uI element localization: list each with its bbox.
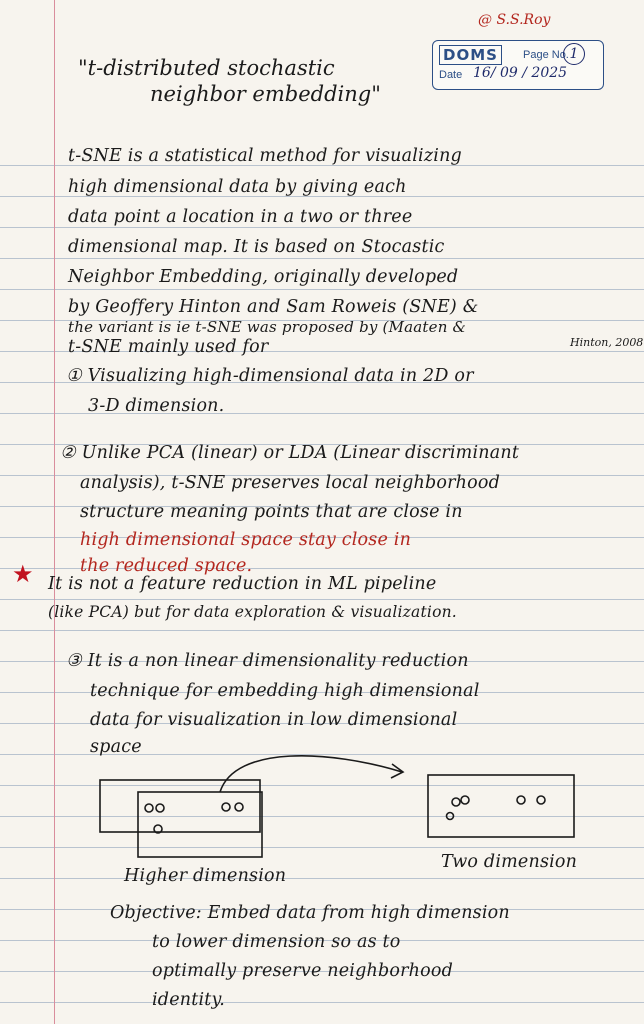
point-2-red-line: high dimensional space stay close in <box>80 530 412 550</box>
point <box>145 804 153 812</box>
point-2-line: ② Unlike PCA (linear) or LDA (Linear discriminant <box>60 443 520 463</box>
brand-logo: DOMS <box>439 45 502 65</box>
point-3-line: data for visualization in low dimensional <box>90 710 458 730</box>
two-dimension-box <box>428 775 574 837</box>
point <box>517 796 525 804</box>
point-3-line: space <box>90 737 142 757</box>
intro-line: t-SNE mainly used for <box>68 337 269 357</box>
mapping-arrow <box>220 756 402 792</box>
intro-line: by Geoffery Hinton and Sam Roweis (SNE) & <box>68 297 479 317</box>
diagram-left-label: Higher dimension <box>124 866 287 886</box>
date-label: Date <box>439 69 463 81</box>
point-2-line: analysis), t-SNE preserves local neighborhood <box>80 473 501 493</box>
point-1-line: 3-D dimension. <box>88 396 225 416</box>
point <box>235 803 243 811</box>
point-1-line: ① Visualizing high-dimensional data in 2D or <box>66 366 474 386</box>
intro-line: dimensional map. It is based on Stocastic <box>68 237 445 257</box>
point <box>156 804 164 812</box>
point-2-red-line: the reduced space. <box>80 556 253 576</box>
star-note-line: It is not a feature reduction in ML pipeline <box>48 574 437 594</box>
point <box>452 798 460 806</box>
objective-line: optimally preserve neighborhood <box>152 961 454 981</box>
point-2-line: structure meaning points that are close in <box>80 502 463 522</box>
star-note-line: (like PCA) but for data exploration & visualization. <box>48 603 457 621</box>
objective-line: identity. <box>152 990 226 1010</box>
point-3-line: ③ It is a non linear dimensionality reduction <box>66 651 469 671</box>
star-icon: ★ <box>12 560 34 588</box>
title-line-2: neighbor embedding" <box>150 82 381 106</box>
intro-line: the variant is ie t-SNE was proposed by (Maaten & <box>68 318 467 336</box>
diagram-right-label: Two dimension <box>441 852 578 872</box>
point <box>222 803 230 811</box>
intro-line: Neighbor Embedding, originally developed <box>68 267 459 287</box>
intro-line: high dimensional data by giving each <box>68 177 407 197</box>
objective-line: Objective: Embed data from high dimension <box>110 903 510 923</box>
title-line-1: "t-distributed stochastic <box>78 56 335 80</box>
point <box>447 813 454 820</box>
point <box>461 796 469 804</box>
author-signature: @ S.S.Roy <box>478 12 551 28</box>
point <box>537 796 545 804</box>
page-number-label: Page No. <box>523 49 569 61</box>
intro-side-note: Hinton, 2008 <box>570 336 644 349</box>
page-number: 1 <box>563 43 585 65</box>
intro-line: t-SNE is a statistical method for visualizing <box>68 146 462 166</box>
objective-line: to lower dimension so as to <box>152 932 401 952</box>
point-3-line: technique for embedding high dimensional <box>90 681 480 701</box>
intro-line: data point a location in a two or three <box>68 207 413 227</box>
high-dimension-back-box <box>100 780 260 832</box>
date-value: 16/ 09 / 2025 <box>473 65 568 81</box>
